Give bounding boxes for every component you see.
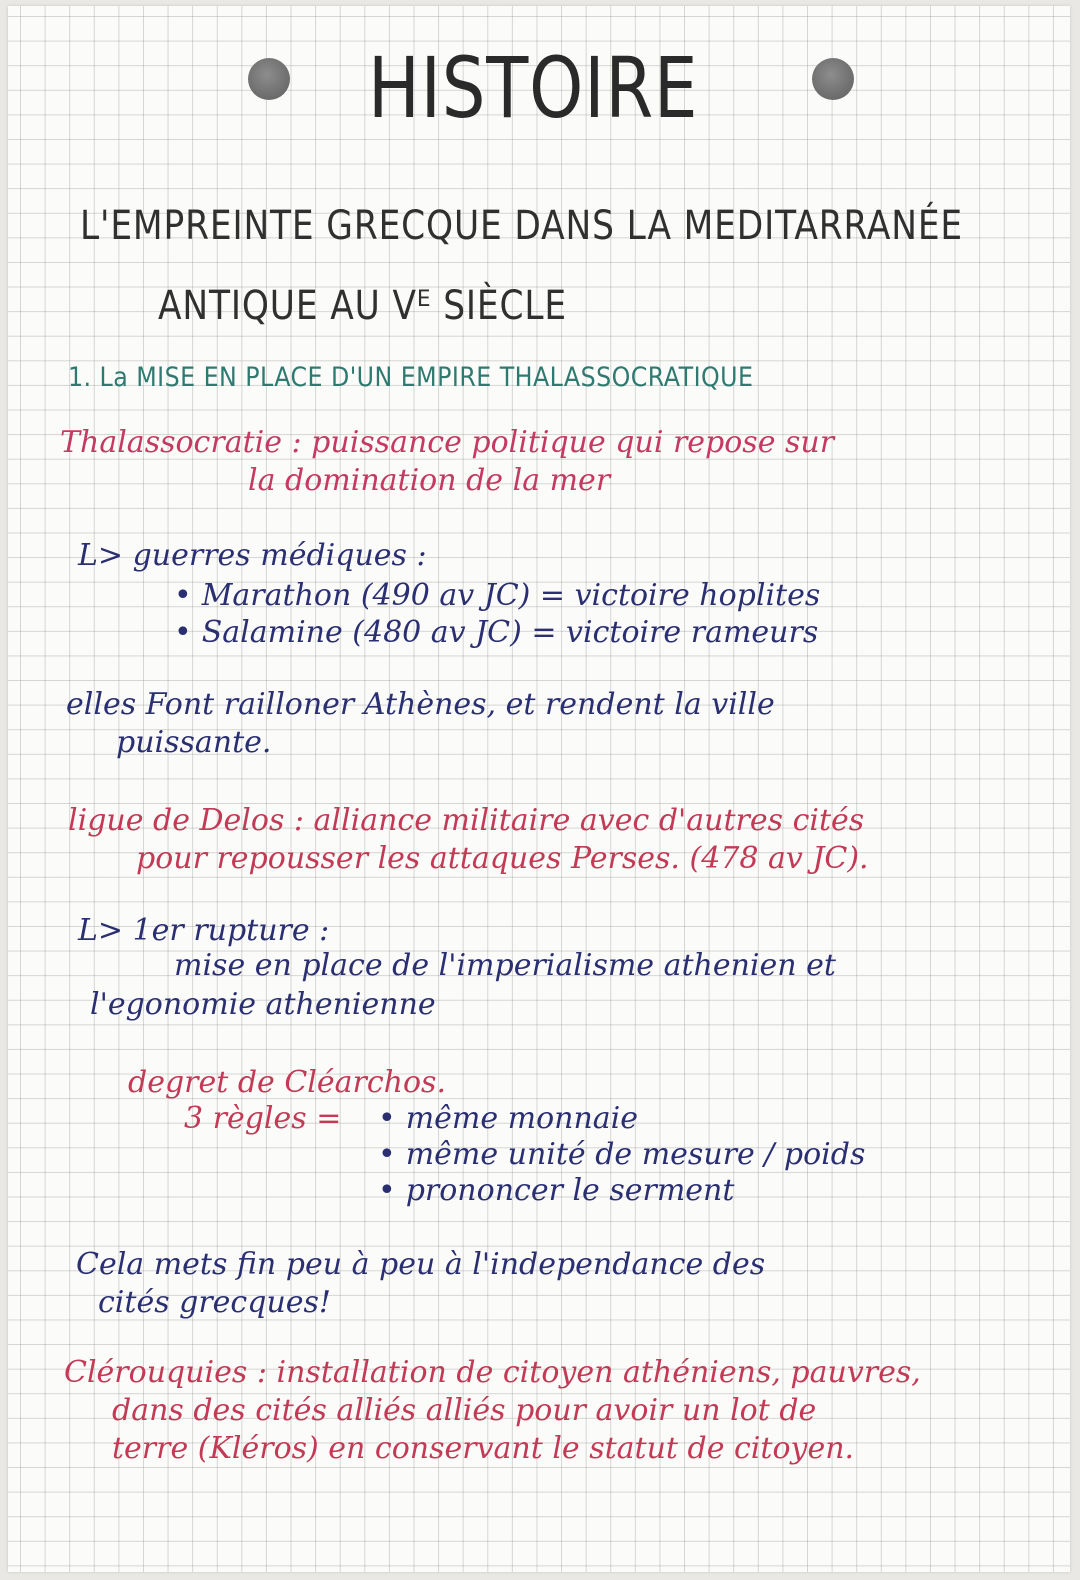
regle-item-serment: • prononcer le serment bbox=[378, 1176, 734, 1206]
clerouquies-line-3: terre (Kléros) en conservant le statut de citoyen. bbox=[112, 1431, 855, 1466]
page-title: HISTOIRE bbox=[368, 39, 699, 137]
regle-item-monnaie: • même monnaie bbox=[378, 1104, 638, 1134]
guerres-intro: L> guerres médiques : bbox=[78, 538, 427, 573]
chapter-heading-line-1: L'EMPREINTE GRECQUE DANS LA MEDITARRANÉE bbox=[80, 203, 964, 249]
fin-independance-line-1: Cela mets fin peu à peu à l'independance des bbox=[76, 1247, 766, 1282]
decret-clearchos: degret de Cléarchos. bbox=[128, 1065, 446, 1100]
chapter-heading-line-2: ANTIQUE AU Vᴱ SIÈCLE bbox=[158, 283, 567, 329]
rupture-line-3: l'egonomie athenienne bbox=[90, 987, 436, 1022]
notebook-page bbox=[8, 6, 1070, 1572]
punch-hole-left bbox=[248, 58, 290, 100]
regle-item-mesure: • même unité de mesure / poids bbox=[378, 1140, 865, 1170]
definition-thalassocratie-line-2: la domination de la mer bbox=[248, 463, 611, 498]
ligue-delos-line-1: ligue de Delos : alliance militaire avec d'autres cités bbox=[68, 803, 865, 838]
punch-hole-right bbox=[812, 58, 854, 100]
clerouquies-line-1: Clérouquies : installation de citoyen athéniens, pauvres, bbox=[64, 1355, 921, 1390]
guerres-item-marathon: • Marathon (490 av JC) = victoire hoplites bbox=[174, 581, 820, 611]
rayonner-line-1: elles Font railloner Athènes, et rendent la ville bbox=[66, 687, 775, 722]
fin-independance-line-2: cités grecques! bbox=[98, 1285, 331, 1320]
clerouquies-line-2: dans des cités alliés alliés pour avoir un lot de bbox=[112, 1393, 817, 1428]
rupture-line-1: L> 1er rupture : bbox=[78, 913, 330, 948]
definition-thalassocratie-line-1: Thalassocratie : puissance politique qui repose sur bbox=[60, 425, 835, 460]
rupture-line-2: mise en place de l'imperialisme athenien et bbox=[174, 948, 836, 983]
guerres-item-salamine: • Salamine (480 av JC) = victoire rameurs bbox=[174, 618, 818, 648]
rayonner-line-2: puissante. bbox=[116, 725, 272, 760]
section-heading-1: 1. La MISE EN PLACE D'UN EMPIRE THALASSOCRATIQUE bbox=[68, 362, 754, 393]
regles-label: 3 règles = bbox=[184, 1101, 342, 1136]
ligue-delos-line-2: pour repousser les attaques Perses. (478 av JC). bbox=[136, 841, 869, 876]
